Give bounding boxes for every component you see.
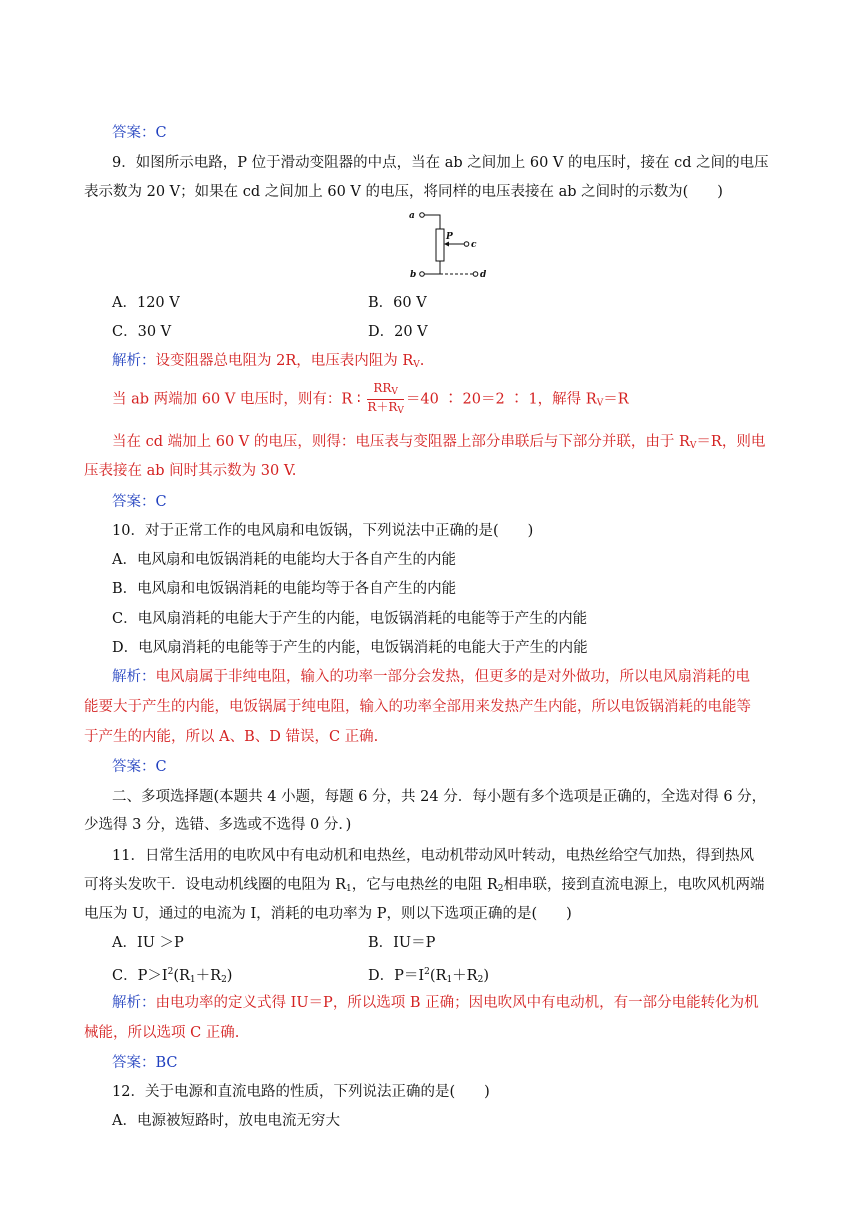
- fraction-numerator: [367, 381, 404, 400]
- q12-option-a: A．电源被短路时，放电电流无穷大: [112, 1113, 340, 1129]
- q9-option-c: C．30 V: [112, 324, 172, 340]
- answer-label: 答案：: [112, 125, 156, 141]
- analysis-text: ＝40 ∶ 20＝2 ∶ 1，解得 R: [405, 391, 597, 408]
- terminal-b-label: b: [410, 270, 417, 280]
- option-text: D．P＝I: [368, 968, 425, 984]
- superscript: 2: [424, 967, 430, 977]
- answer-value: C: [155, 125, 167, 141]
- option-text: ): [483, 968, 489, 984]
- q11-question-line1: 11．日常生活用的电吹风中有电动机和电热丝，电动机带动风叶转动，电热丝给空气加热，得到热风: [112, 848, 754, 864]
- terminal-d: [473, 272, 478, 277]
- analysis-label: 解析：: [112, 353, 156, 369]
- q11-answer: [112, 1054, 178, 1072]
- analysis-label: 解析：: [112, 995, 156, 1011]
- q10-analysis-line1: [112, 668, 750, 686]
- subscript: 2: [477, 975, 484, 985]
- answer-value: C: [155, 494, 167, 510]
- q10-option-a: A．电风扇和电饭锅消耗的电能均大于各自产生的内能: [112, 552, 456, 568]
- q10-question: 10．对于正常工作的电风扇和电饭锅，下列说法中正确的是( ): [112, 523, 534, 539]
- question-text: 相串联，接到直流电源上，电吹风机两端: [503, 877, 765, 893]
- option-text: ): [226, 968, 233, 984]
- section-heading-line1: 二、多项选择题(本题共 4 小题，每题 6 分，共 24 分．每小题有多个选项是正确的，全选对得 6 分，: [112, 789, 767, 805]
- analysis-subscript: V: [413, 360, 420, 370]
- analysis-subscript: V: [689, 441, 697, 451]
- subscript: 2: [497, 884, 504, 894]
- option-text: ＋R: [195, 968, 222, 984]
- fraction: [367, 381, 404, 418]
- answer-value: C: [155, 759, 167, 775]
- rheostat: [436, 229, 444, 261]
- q11-question-line3: 电压为 U，通过的电流为 I，消耗的电功率为 P，则以下选项正确的是( ): [84, 906, 572, 922]
- q8-answer: [112, 124, 167, 142]
- slider-p-label: P: [446, 232, 453, 242]
- q10-option-d: D．电风扇消耗的电能等于产生的内能，电饭锅消耗的电能大于产生的内能: [112, 640, 588, 656]
- question-text: ，它与电热丝的电阻 R: [351, 877, 498, 893]
- terminal-b: [420, 272, 425, 277]
- analysis-text: 设变阻器总电阻为 2R，电压表内阻为 R: [155, 353, 414, 369]
- subscript: 1: [446, 975, 453, 985]
- q9-analysis-line2: [112, 381, 629, 421]
- q9-analysis-line4: 压表接在 ab 间时其示数为 30 V.: [84, 463, 297, 479]
- terminal-c-label: c: [471, 240, 477, 250]
- terminal-a-label: a: [409, 211, 415, 221]
- subscript: 1: [346, 884, 352, 894]
- option-text: ＋R: [452, 968, 478, 984]
- fraction-denominator: [367, 400, 404, 418]
- analysis-text: ＝R: [603, 391, 629, 408]
- analysis-label: 解析：: [112, 669, 156, 685]
- q11-analysis-line1: [112, 994, 759, 1012]
- terminal-d-label: d: [480, 270, 487, 280]
- q9-option-b: B．60 V: [368, 295, 427, 311]
- analysis-text: 电风扇属于非纯电阻，输入的功率一部分会发热，但更多的是对外做功，所以电风扇消耗的电: [155, 669, 750, 685]
- analysis-text: 由电功率的定义式得 IU＝P，所以选项 B 正确；因电吹风中有电动机，有一部分电能转化为机: [155, 995, 759, 1011]
- q9-option-d: D．20 V: [368, 324, 428, 340]
- analysis-text: ＝R，则电: [696, 434, 766, 450]
- numerator-subscript: V: [391, 387, 398, 397]
- q10-analysis-line3: 于产生的内能，所以 A、B、D 错误，C 正确.: [84, 729, 379, 745]
- analysis-text-end: .: [419, 353, 425, 369]
- q9-analysis-line1: [112, 352, 424, 374]
- subscript: 2: [221, 975, 227, 985]
- analysis-subscript: V: [596, 398, 604, 409]
- q10-analysis-line2: 能要大于产生的内能，电饭锅属于纯电阻，输入的功率全部用来发热产生内能，所以电饭锅消耗的电能等: [84, 699, 751, 715]
- denominator-text: R＋R: [367, 400, 398, 414]
- answer-value: BC: [155, 1055, 178, 1071]
- circuit-diagram: [400, 208, 500, 284]
- q12-question: 12．关于电源和直流电路的性质，下列说法正确的是( ): [112, 1084, 490, 1100]
- question-text: 可将头发吹干．设电动机线圈的电阻为 R: [84, 877, 347, 893]
- option-text: (R: [429, 968, 447, 984]
- answer-label: 答案：: [112, 759, 156, 775]
- option-text: C．P＞I: [112, 968, 168, 984]
- answer-label: 答案：: [112, 1055, 156, 1071]
- q11-option-d: [368, 963, 489, 989]
- q10-option-b: B．电风扇和电饭锅消耗的电能均等于各自产生的内能: [112, 581, 457, 597]
- section-heading-line2: 少选得 3 分，选错、多选或不选得 0 分．): [84, 817, 352, 833]
- q10-option-c: C．电风扇消耗的电能大于产生的内能，电饭锅消耗的电能等于产生的内能: [112, 611, 588, 627]
- q11-analysis-line2: 械能，所以选项 C 正确.: [84, 1025, 240, 1041]
- option-text: (R: [173, 968, 190, 984]
- denominator-subscript: V: [397, 406, 404, 416]
- superscript: 2: [167, 967, 174, 977]
- q10-answer: [112, 758, 167, 776]
- analysis-text: 当 ab 两端加 60 V 电压时，则有：R ∶: [112, 391, 366, 408]
- q11-question-line2: [84, 876, 765, 898]
- answer-label: 答案：: [112, 494, 156, 510]
- terminal-a: [420, 213, 425, 218]
- q9-question-line1: 9．如图所示电路，P 位于滑动变阻器的中点，当在 ab 之间加上 60 V 的电压时，接在 cd 之间的电压: [112, 155, 769, 171]
- q11-option-a: A．IU ＞P: [112, 935, 184, 951]
- wire-a: [424, 215, 440, 229]
- slider-arrow: [444, 242, 449, 247]
- q11-option-b: B．IU＝P: [368, 935, 436, 951]
- q9-answer: [112, 493, 167, 511]
- subscript: 1: [189, 975, 196, 985]
- analysis-text: 当在 cd 端加上 60 V 的电压，则得：电压表与变阻器上部分串联后与下部分并联，由于 R: [112, 434, 690, 450]
- q9-question-line2: 表示数为 20 V；如果在 cd 之间加上 60 V 的电压，将同样的电压表接在 ab 之间时的示数为( ): [84, 184, 723, 200]
- q9-option-a: A．120 V: [112, 295, 180, 311]
- q9-analysis-line3: [112, 433, 765, 455]
- terminal-c: [464, 242, 469, 247]
- q11-option-c: [112, 963, 232, 989]
- numerator-text: RR: [373, 381, 392, 395]
